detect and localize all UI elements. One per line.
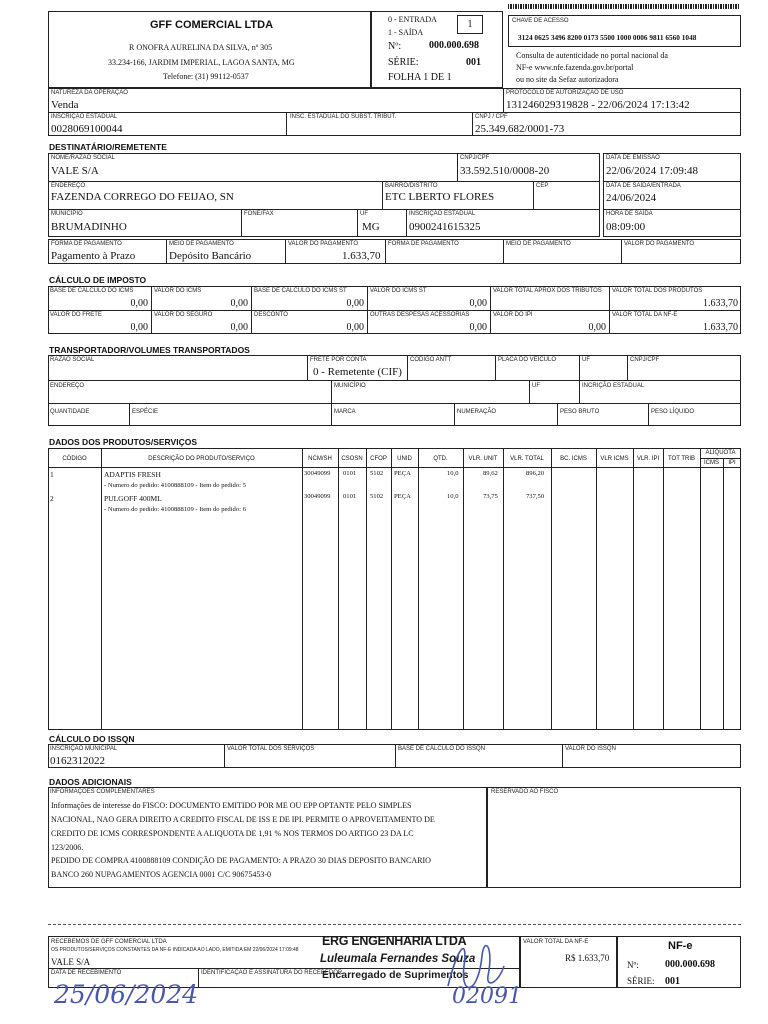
canhoto-ident-label: IDENTIFICAÇÃO E ASSINATURA DO RECEBEDOR (201, 970, 343, 976)
info-line3: CREDITO DE ICMS CORRESPONDENTE A ALIQUOTA DE 1,91 % NOS TERMOS DO ARTIGO 23 DA LC (51, 829, 414, 838)
imposto-title: CÁLCULO DE IMPOSTO (49, 275, 147, 285)
th-vlr-ipi: VLR. IPI (636, 456, 660, 462)
dest-cep-label: CEP (536, 183, 549, 189)
handwritten-code: 02091 (452, 984, 522, 1009)
saida-label: 1 - SAÍDA (388, 28, 424, 37)
frete: 0,00 (130, 322, 148, 333)
seguro: 0,00 (230, 322, 248, 333)
bc-icms: 0,00 (130, 298, 148, 309)
dest-bairro-label: BAIRRO/DISTRITO (385, 183, 438, 189)
dest-ie-label: INSCRIÇÃO ESTADUAL (409, 211, 476, 217)
outras: 0,00 (469, 322, 487, 333)
canhoto-numero-label: Nº: (627, 960, 639, 970)
emitter-address2: 33.234-166, JARDIM IMPERIAL, LAGOA SANTA, MG (108, 58, 295, 67)
transp-antt-label: CÓDIGO ANTT (410, 357, 452, 363)
th-vlr-unit: VLR. UNIT (468, 456, 498, 462)
chave-value: 3124 0625 3496 8200 0173 5500 1000 0006 9811 6560 1048 (518, 33, 697, 42)
transp-peso-liquido-label: PESO LÍQUIDO (651, 409, 695, 415)
canhoto-texto: OS PRODUTOS/SERVIÇOS CONSTANTES DA NF-E INDICADA AO LADO, EMITIDA EM 22/06/2024 17:09:48 (51, 947, 299, 953)
pag-valor: 1.633,70 (342, 250, 381, 262)
total: 1.633,70 (703, 322, 738, 333)
canhoto-nfe: NF-e (668, 940, 693, 952)
row1-codigo: 1 (50, 470, 54, 479)
th-vlr-icms: VLR ICMS (600, 456, 629, 462)
emissao-value: 22/06/2024 17:09:48 (606, 165, 698, 177)
info-line2: NACIONAL, NAO GERA DIREITO A CREDITO FISCAL DE ISS E DE IPI. PERMITE O APROVEITAMENTO DE (51, 815, 435, 824)
pag-forma2-label: FORMA DE PAGAMENTO (388, 241, 459, 247)
canhoto-valor: R$ 1.633,70 (565, 953, 610, 963)
pag-meio: Depósito Bancário (169, 250, 252, 262)
pag-valor-label: VALOR DO PAGAMENTO (288, 241, 359, 247)
canhoto-recebemos: RECEBEMOS DE GFF COMERCIAL LTDA (51, 939, 167, 945)
canhoto-data-label: DATA DE RECEBIMENTO (51, 970, 122, 976)
transp-peso-bruto-label: PESO BRUTO (560, 409, 600, 415)
transportador-title: TRANSPORTADOR/VOLUMES TRANSPORTADOS (49, 345, 250, 355)
bc-st-label: BASE DE CÁLCULO DO ICMS ST (254, 288, 347, 294)
dest-bairro: ETC LBERTO FLORES (385, 191, 495, 203)
canhoto-serie-label: SÉRIE: (627, 976, 655, 986)
dest-uf: MG (362, 221, 380, 233)
hora-value: 08:09:00 (606, 221, 646, 233)
outras-label: OUTRAS DESPESAS ACESSÓRIAS (370, 312, 470, 318)
issqn-valor-label: VALOR DO ISSQN (565, 746, 616, 752)
row2-codigo: 2 (50, 494, 54, 503)
row1-unit: 89,62 (483, 470, 498, 477)
canhoto-numero: 000.000.698 (665, 959, 715, 970)
pag-forma-label: FORMA DE PAGAMENTO (51, 241, 122, 247)
v-icms-label: VALOR DO ICMS (154, 288, 202, 294)
info-line5: PEDIDO DE COMPRA 4100888109 CONDIÇÃO DE PAGAMENTO: A PRAZO 30 DIAS DEPOSITO BANCARIO (51, 856, 431, 865)
transp-numeracao-label: NUMERAÇÃO (457, 409, 497, 415)
emitter-phone: Telefone: (31) 99112-0537 (163, 72, 249, 81)
row2-detalhe: - Numero do pedido: 4100888109 - Item do pedido: 6 (104, 506, 246, 513)
v-st-label: VALOR DO ICMS ST (370, 288, 427, 294)
seguro-label: VALOR DO SEGURO (154, 312, 213, 318)
transp-frete: 0 - Remetente (CIF) (313, 366, 402, 378)
consulta-line1: Consulta de autenticidade no portal nacional da (516, 51, 668, 60)
cnpj-value: 25.349.682/0001-73 (475, 123, 565, 135)
consulta-line3: ou no site da Sefaz autorizadora (516, 75, 619, 84)
natureza-label: NATUREZA DA OPERAÇÃO (51, 90, 128, 96)
transp-placa-label: PLACA DO VEÍCULO (498, 357, 557, 363)
row2-csosn: 0101 (343, 493, 357, 500)
canhoto-valor-label: VALOR TOTAL DA NF-E (523, 939, 589, 945)
pag-valor2-label: VALOR DO PAGAMENTO (624, 241, 695, 247)
stamp-role: Encarregado de Suprimentos (322, 969, 469, 981)
row1-csosn: 0101 (343, 470, 357, 477)
bc-st: 0,00 (346, 298, 364, 309)
row1-detalhe: - Numero do pedido: 4100888109 - Item do pedido: 5 (104, 482, 246, 489)
dest-nome: VALE S/A (51, 165, 99, 177)
adicionais-title: DADOS ADICIONAIS (49, 777, 132, 787)
dest-nome-label: NOME/RAZÃO SOCIAL (51, 155, 116, 161)
ie-label: INSCRIÇÃO ESTADUAL (51, 114, 118, 120)
dest-uf-label: UF (360, 211, 368, 217)
protocolo-value: 131246029319828 - 22/06/2024 17:13:42 (506, 99, 690, 111)
info-line4: 123/2006. (51, 843, 84, 852)
th-unid: UNID (397, 456, 412, 462)
th-csosn: CSOSN (341, 456, 363, 462)
dest-cnpj: 33.592.510/0008-20 (460, 165, 550, 177)
transp-frete-label: FRETE POR CONTA (310, 357, 367, 363)
info-line1: Informações de interesse do FISCO: DOCUMENTO EMITIDO POR ME OU EPP OPTANTE PELO SIMPLES (51, 801, 412, 810)
row1-qtd: 10,0 (447, 470, 459, 477)
dest-cnpj-label: CNPJ/CPF (460, 155, 490, 161)
protocolo-label: PROTOCOLO DE AUTORIZAÇÃO DE USO (506, 90, 624, 96)
ipi: 0,00 (588, 322, 606, 333)
transp-especie-label: ESPÉCIE (132, 409, 159, 415)
info-label: INFORMAÇÕES COMPLEMENTARES (50, 789, 155, 795)
row2-ncm: 30049099 (304, 493, 331, 500)
transp-uf2-label: UF (532, 383, 540, 389)
dest-municipio-label: MUNICÍPIO (51, 211, 83, 217)
v-icms: 0,00 (230, 298, 248, 309)
saida-date-label: DATA DE SAÍDA/ENTRADA (606, 183, 681, 189)
th-aliquota: ALÍQUOTA (705, 450, 736, 456)
transp-uf-label: UF (582, 357, 590, 363)
canhoto-serie: 001 (665, 976, 680, 987)
transp-ie-label: INCRIÇÃO ESTADUAL (582, 383, 645, 389)
row1-total: 896,20 (526, 470, 545, 477)
bc-icms-label: BASE DE CÁLCULO DO ICMS (50, 288, 134, 294)
transp-municipio-label: MUNICÍPIO (334, 383, 366, 389)
desconto-label: DESCONTO (254, 312, 288, 318)
folha-label: FOLHA 1 DE 1 (388, 72, 452, 83)
row2-cfop: 5102 (370, 493, 384, 500)
dest-municipio: BRUMADINHO (51, 221, 127, 233)
produtos-title: DADOS DOS PRODUTOS/SERVIÇOS (49, 437, 197, 447)
issqn-im-label: INSCRIÇÃO MUNICIPAL (50, 746, 118, 752)
tributos-label: VALOR TOTAL APROX DOS TRIBUTOS (493, 288, 602, 294)
row2-unid: PEÇA (394, 493, 411, 500)
reservado-box (487, 787, 741, 888)
row2-descricao: PULGOFF 400ML (104, 494, 162, 503)
emitter-name: GFF COMERCIAL LTDA (150, 19, 274, 31)
info-line6: BANCO 260 NUPAGAMENTOS AGENCIA 0001 C/C 90675453-0 (51, 870, 272, 879)
issqn-bc-label: BASE DE CÁLCULO DO ISSQN (398, 746, 486, 752)
th-codigo: CÓDIGO (62, 456, 87, 462)
canhoto-destinatario: VALE S/A (51, 957, 91, 967)
issqn-title: CÁLCULO DO ISSQN (49, 734, 135, 744)
row1-descricao: ADAPTIS FRESH (104, 470, 161, 479)
th-descricao: DESCRIÇÃO DO PRODUTO/SERVIÇO (148, 456, 255, 462)
pag-forma: Pagamento à Prazo (51, 250, 136, 262)
cnpj-label: CNPJ / CPF (475, 114, 508, 120)
transp-endereco-label: ENDEREÇO (50, 383, 85, 389)
serie-label: SÉRIE: (388, 57, 419, 68)
numero-value: 000.000.698 (429, 40, 479, 51)
th-bc-icms: BC. ICMS (560, 456, 587, 462)
stamp-name: Luleumala Fernandes Souza (320, 953, 476, 965)
row2-unit: 73,75 (483, 493, 498, 500)
cut-line (48, 924, 741, 925)
entrada-label: 0 - ENTRADA (388, 15, 437, 24)
row2-total: 737,50 (526, 493, 545, 500)
frete-label: VALOR DO FRETE (50, 312, 102, 318)
row1-cfop: 5102 (370, 470, 384, 477)
reservado-label: RESERVADO AO FISCO (491, 789, 559, 795)
row1-ncm: 30049099 (304, 470, 331, 477)
v-prod: 1.633,70 (703, 298, 738, 309)
ie-st-label: INSC. ESTADUAL DO SUBST. TRIBUT. (290, 114, 397, 120)
hora-label: HORA DE SAÍDA (606, 211, 653, 217)
natureza-value: Venda (51, 99, 79, 111)
handwritten-date: 25/06/2024 (54, 980, 199, 1009)
row2-qtd: 10,0 (447, 493, 459, 500)
dest-endereco-label: ENDEREÇO (51, 183, 86, 189)
v-prod-label: VALOR TOTAL DOS PRODUTOS (612, 288, 703, 294)
tipo-box: 1 (457, 15, 483, 34)
dest-endereco: FAZENDA CORREGO DO FEIJAO, SN (51, 191, 234, 203)
transp-marca-label: MARCA (334, 409, 356, 415)
th-cfop: CFOP (370, 456, 387, 462)
emissao-label: DATA DE EMISSÃO (606, 155, 660, 161)
total-label: VALOR TOTAL DA NF-E (612, 312, 678, 318)
ipi-label: VALOR DO IPI (493, 312, 533, 318)
saida-date-value: 24/06/2024 (606, 192, 657, 204)
signature-stroke (448, 946, 504, 988)
th-qtd: QTD. (433, 456, 448, 462)
destinatario-title: DESTINATÁRIO/REMETENTE (49, 142, 167, 152)
stamp-company: ERG ENGENHARIA LTDA (322, 934, 467, 948)
produtos-table (48, 448, 741, 730)
th-vlr-total: VLR. TOTAL (510, 456, 544, 462)
pag-meio-label: MEIO DE PAGAMENTO (169, 241, 234, 247)
barcode-top (508, 4, 740, 9)
emitter-address1: R ONOFRA AURELINA DA SILVA, nº 305 (129, 43, 273, 52)
row1-unid: PEÇA (394, 470, 411, 477)
issqn-im: 0162312022 (50, 755, 105, 767)
dest-ie: 0900241615325 (409, 221, 481, 233)
dest-fone-label: FONE/FAX (244, 211, 274, 217)
chave-label: CHAVE DE ACESSO (512, 18, 569, 24)
desconto: 0,00 (346, 322, 364, 333)
numero-label: Nº: (388, 41, 402, 52)
v-st: 0,00 (469, 298, 487, 309)
transp-cnpj-label: CNPJ/CPF (630, 357, 660, 363)
issqn-servicos-label: VALOR TOTAL DOS SERVIÇOS (227, 746, 315, 752)
serie-value: 001 (466, 57, 481, 68)
th-aliq-icms: ICMS (704, 460, 719, 466)
consulta-line2: NF-e www.nfe.fazenda.gov.br/portal (516, 63, 634, 72)
pag-meio2-label: MEIO DE PAGAMENTO (506, 241, 571, 247)
transp-razao-label: RAZÃO SOCIAL (50, 357, 95, 363)
th-ncm: NCM/SH (308, 456, 332, 462)
transp-qtd-label: QUANTIDADE (50, 409, 90, 415)
th-tot-trib: TOT TRIB (667, 456, 695, 462)
ie-value: 0028069100044 (51, 123, 123, 135)
th-aliq-ipi: IPI (728, 460, 736, 466)
